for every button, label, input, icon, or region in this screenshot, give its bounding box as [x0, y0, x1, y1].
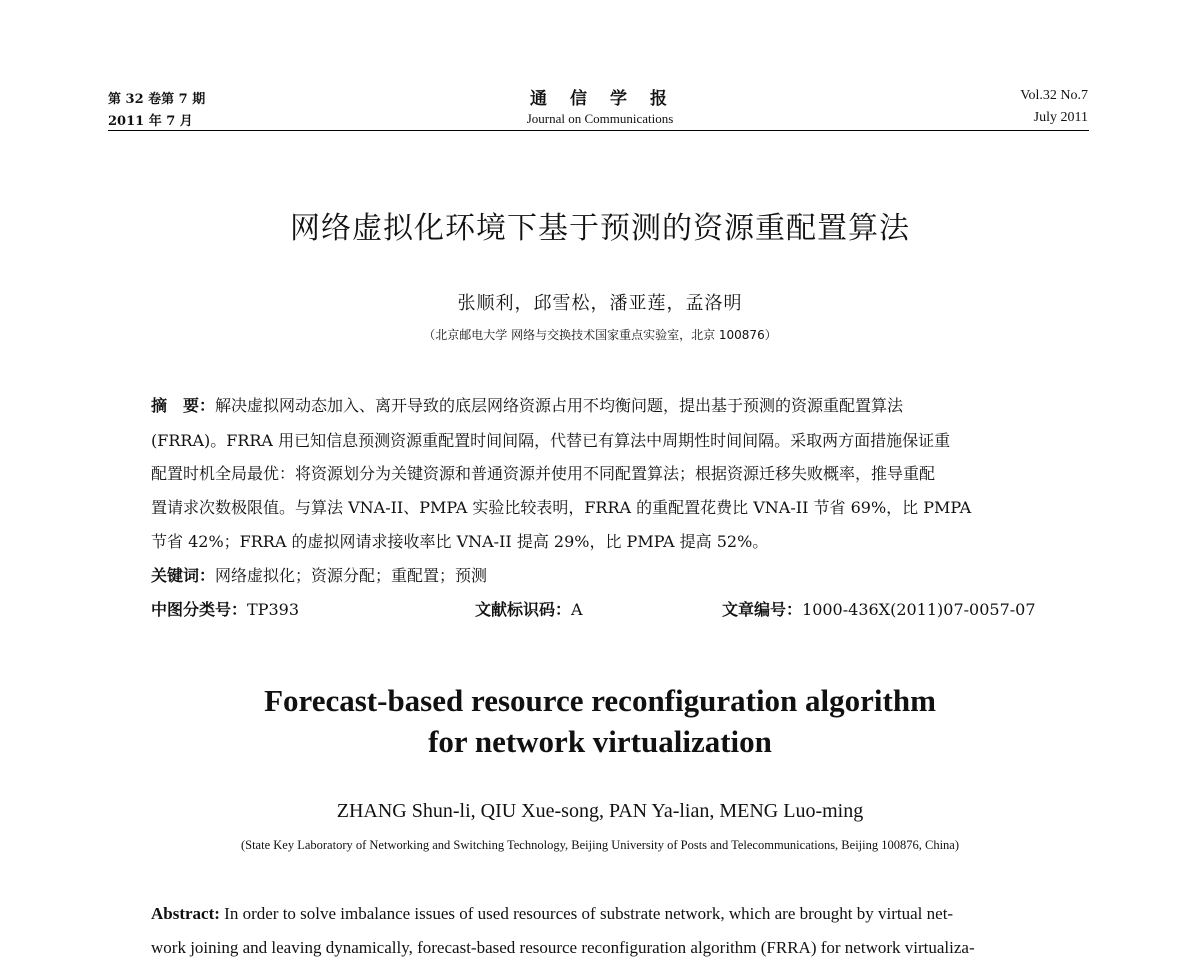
clc-label: 中图分类号：	[151, 600, 248, 619]
header-issue: 第 32 卷第 7 期	[108, 92, 206, 107]
abstract-cn-line: (FRRA)。FRRA 用已知信息预测资源重配置时间间隔，代替已有算法中周期性时间间隔。采取两方面措施保证重	[151, 431, 951, 450]
header-volume: Vol.32 No.7	[1020, 88, 1088, 103]
paper-title-cn: 网络虚拟化环境下基于预测的资源重配置算法	[290, 211, 910, 246]
header-month: July 2011	[1033, 110, 1088, 125]
paper-title-en	[0, 680, 1200, 762]
authors-cn: 张顺利，邱雪松，潘亚莲，孟洛明	[457, 293, 743, 314]
header-date: 2011 年 7 月	[108, 114, 193, 129]
keywords-cn	[151, 563, 487, 586]
clc-value: TP393	[247, 600, 299, 619]
article-number-value: 1000-436X(2011)07-0057-07	[802, 600, 1036, 619]
journal-name-cn: 通 信 学 报	[530, 89, 670, 109]
document-code-label: 文献标识码：	[475, 600, 572, 619]
affiliation-en: (State Key Laboratory of Networking and Switching Technology, Beijing University of Posts and Telecommunications, Beijing 100876, China)	[240, 838, 960, 852]
abstract-en-line	[151, 904, 953, 924]
keywords-text: 网络虚拟化；资源分配；重配置；预测	[215, 566, 488, 585]
abstract-en-text: In order to solve imbalance issues of used resources of substrate network, which are brought by virtual net-	[219, 904, 954, 923]
keywords-label: 关键词：	[151, 566, 216, 585]
header-rule	[108, 130, 1089, 131]
journal-name-en: Journal on Communications	[526, 111, 674, 126]
paper-title-en-line1: Forecast-based resource reconfiguration algorithm	[264, 683, 936, 718]
abstract-en-line: work joining and leaving dynamically, forecast-based resource reconfiguration algorithm (FRRA) for network virtualiza-	[151, 938, 975, 957]
paper-title-en-line2: for network virtualization	[428, 724, 772, 759]
authors-en: ZHANG Shun-li, QIU Xue-song, PAN Ya-lian, MENG Luo-ming	[336, 800, 864, 822]
abstract-cn-line: 置请求次数极限值。与算法 VNA-II、PMPA 实验比较表明，FRRA 的重配置花费比 VNA-II 节省 69%，比 PMPA	[151, 498, 972, 517]
abstract-en-label: Abstract:	[151, 904, 220, 923]
abstract-cn-line: 配置时机全局最优：将资源划分为关键资源和普通资源并使用不同配置算法；根据资源迁移失败概率，推导重配	[151, 464, 936, 483]
affiliation-cn: （北京邮电大学 网络与交换技术国家重点实验室，北京 100876）	[423, 328, 777, 342]
abstract-cn-label: 摘 要：	[151, 396, 216, 415]
abstract-cn-line: 节省 42%；FRRA 的虚拟网请求接收率比 VNA-II 提高 29%，比 PMPA 提高 52%。	[151, 532, 769, 551]
article-number-label: 文章编号：	[722, 600, 803, 619]
clc-number	[151, 597, 299, 620]
abstract-cn-text: 解决虚拟网动态加入、离开导致的底层网络资源占用不均衡问题，提出基于预测的资源重配置算法	[215, 396, 904, 415]
article-number	[722, 597, 1036, 620]
document-code-value: A	[571, 600, 583, 619]
abstract-cn-line	[151, 393, 903, 416]
document-code	[475, 597, 583, 620]
